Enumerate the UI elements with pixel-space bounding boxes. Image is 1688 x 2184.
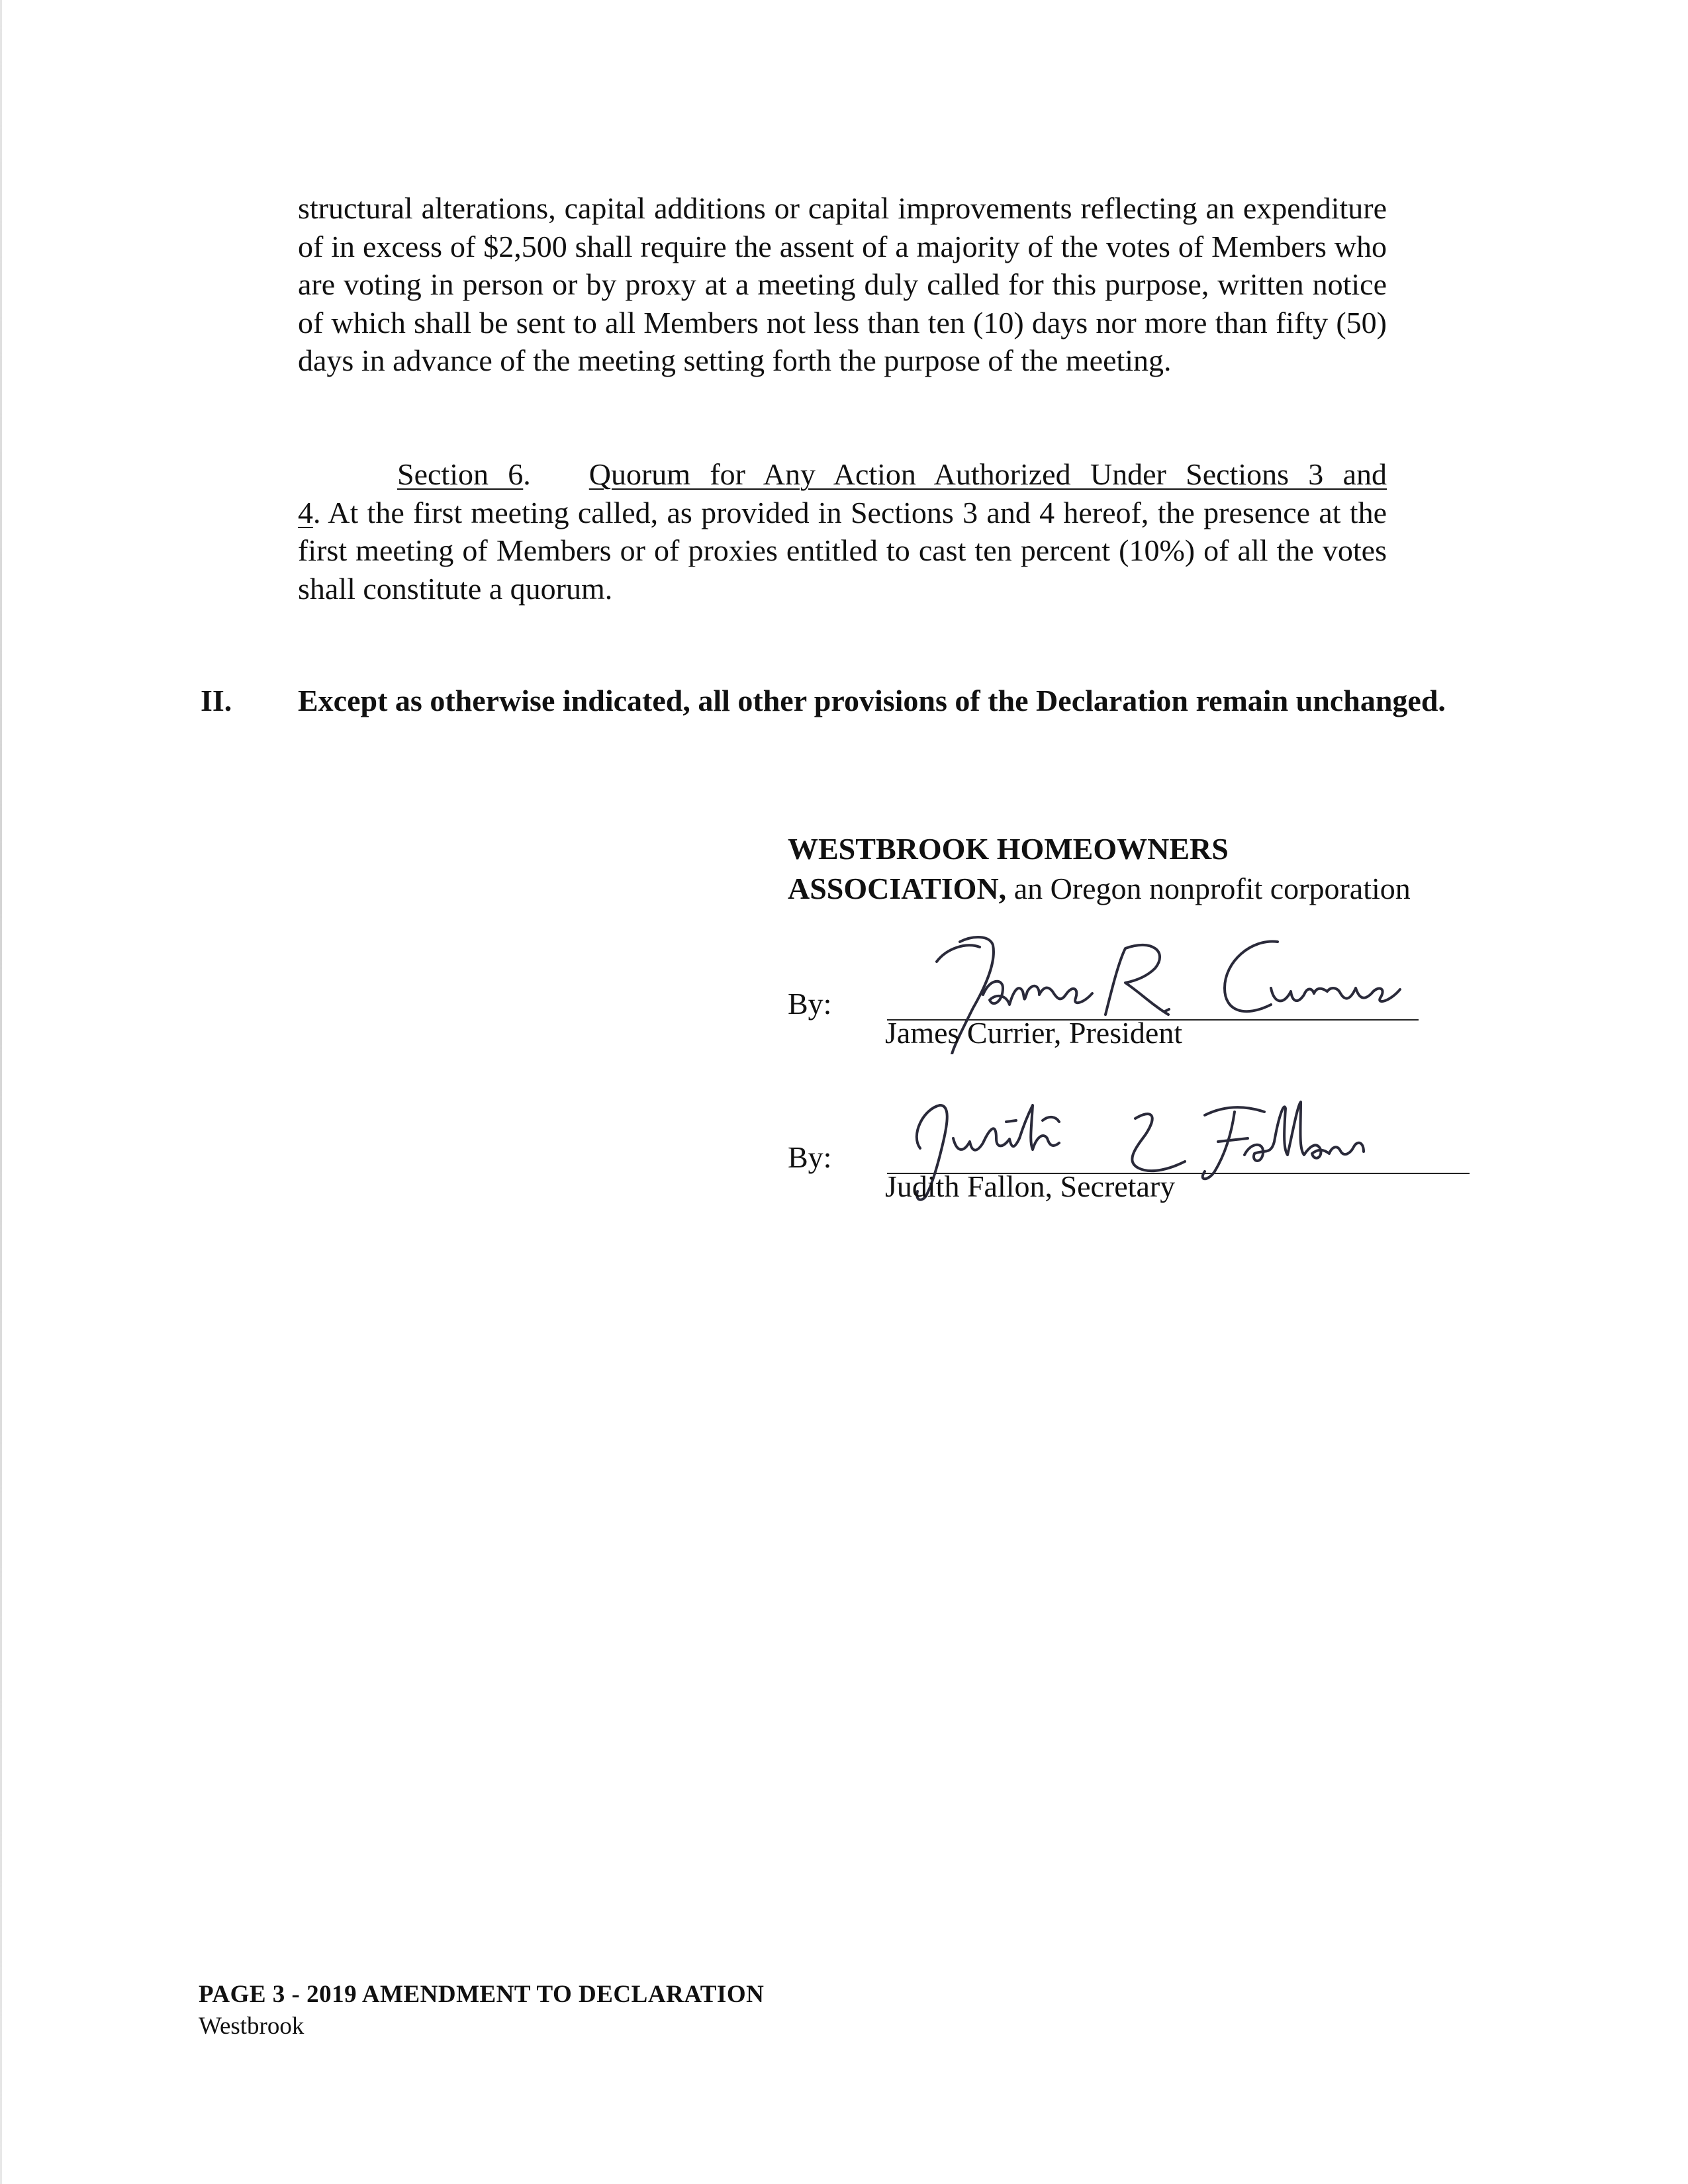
article-ii-text: Except as otherwise indicated, all other provisions of the Declaration remain unchanged.: [298, 684, 1446, 717]
section-6-label: Section 6: [397, 457, 524, 491]
entity-name-line-2: [788, 869, 1516, 909]
by-label: By:: [788, 1140, 832, 1174]
signer-row-secretary: [788, 1092, 1523, 1203]
page-footer: [199, 1979, 764, 2042]
section-6-heading-line: [298, 455, 1387, 494]
paragraph-continuation: structural alterations, capital additions or capital improvements reflecting an expenditure of in excess of $2,500 shall require the assent of a majority of the votes of Members who are voting in person or by proxy at a meeting duly called for this purpose, written notice of which shall be sent to all Members not less than ten (10) days nor more than fifty (50) days in advance of the meeting setting forth the purpose of the meeting.: [298, 191, 1387, 377]
printed-name-secretary: Judith Fallon, Secretary: [885, 1169, 1176, 1203]
article-ii-numeral: II.: [201, 684, 232, 717]
section-6-heading-continuation: 4: [298, 495, 313, 529]
footer-subtitle: Westbrook: [199, 2013, 305, 2040]
entity-description: an Oregon nonprofit corporation: [1006, 872, 1411, 905]
entity-name-bold: ASSOCIATION,: [788, 872, 1007, 905]
paragraph-section-6: [298, 455, 1387, 608]
footer-title: PAGE 3 - 2019 AMENDMENT TO DECLARATION: [199, 1981, 765, 2008]
entity-name-line-1: WESTBROOK HOMEOWNERS: [788, 832, 1229, 866]
signature-block-entity: [788, 829, 1516, 909]
signer-row-president: [788, 938, 1523, 1050]
by-label: By:: [788, 987, 832, 1021]
section-6-body: . At the first meeting called, as provided in Sections 3 and 4 hereof, the presence at the first meeting of Members or of proxies entitled to cast ten percent (10%) of all the votes shall constitute a quorum.: [298, 495, 1387, 606]
article-ii: [201, 682, 1490, 720]
section-6-heading: Quorum for Any Action Authorized Under Sections 3 and: [588, 457, 1387, 491]
section-6-label-punct: .: [523, 457, 531, 491]
printed-name-president: James Currier, President: [885, 1016, 1183, 1050]
scan-edge-shadow: [0, 0, 2, 2184]
